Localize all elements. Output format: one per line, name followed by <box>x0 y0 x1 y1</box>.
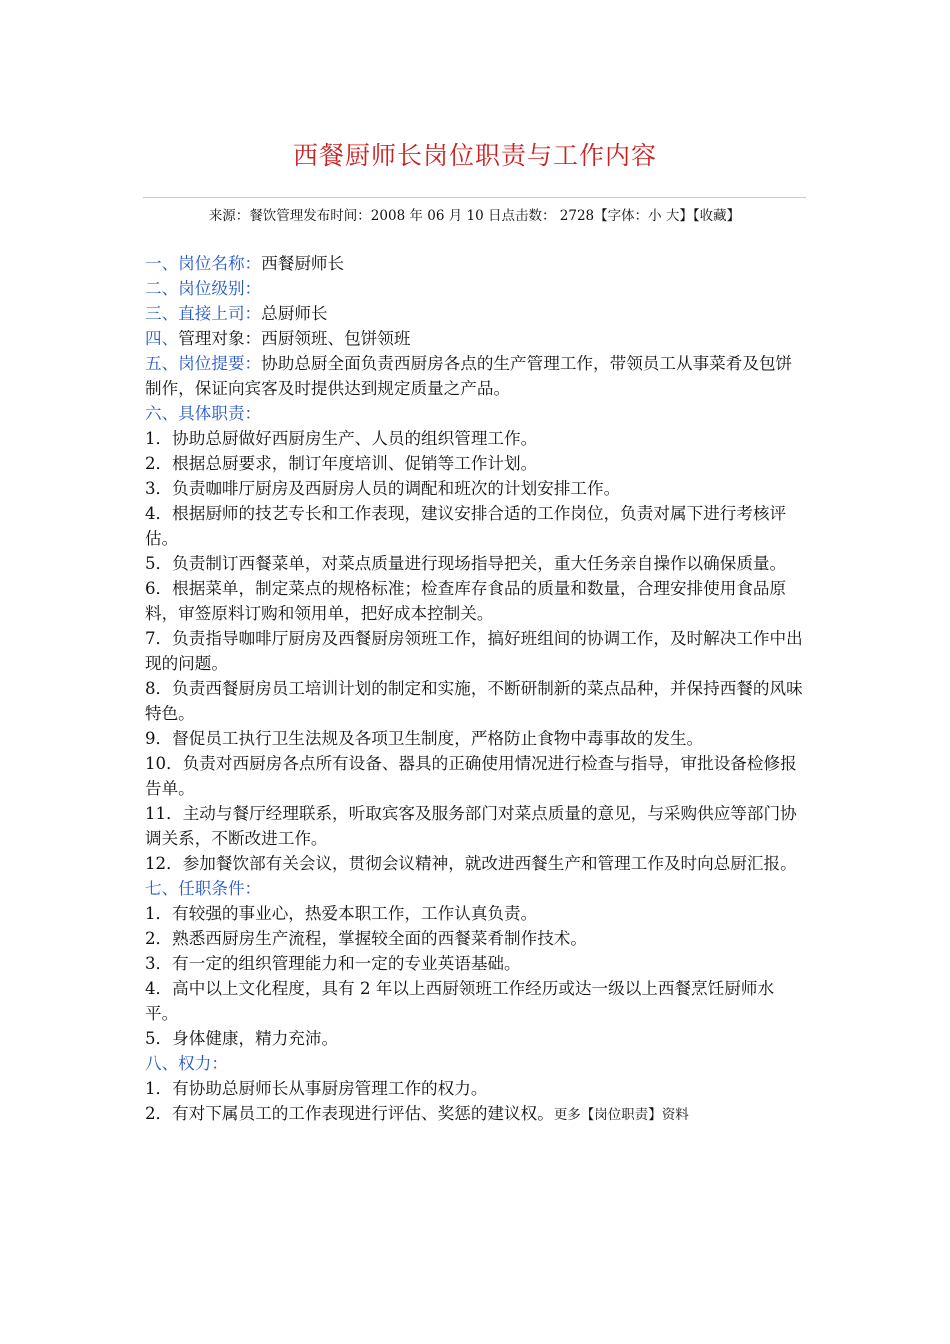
list-item: 3．有一定的组织管理能力和一定的专业英语基础。 <box>145 954 521 973</box>
list-item: 4．根据厨师的技艺专长和工作表现，建议安排合适的工作岗位，负责对属下进行考核评估。 <box>145 504 787 548</box>
list-item: 2．熟悉西厨房生产流程，掌握较全面的西餐菜肴制作技术。 <box>145 929 587 948</box>
section-label: 五、岗位提要： <box>145 354 262 373</box>
section-label: 一、岗位名称： <box>145 254 262 273</box>
section-authority-heading: 八、权力： <box>145 1054 228 1073</box>
section-label: 四、 <box>145 329 179 348</box>
list-item: 3．负责咖啡厅厨房及西厨房人员的调配和班次的计划安排工作。 <box>145 479 621 498</box>
section-value: 西厨领班、包饼领班 <box>261 329 411 348</box>
list-item: 5．负责制订西餐菜单，对菜点质量进行现场指导把关，重大任务亲自操作以确保质量。 <box>145 554 787 573</box>
list-item-text: 2．有对下属员工的工作表现进行评估、奖惩的建议权。 <box>145 1104 554 1123</box>
list-item: 6．根据菜单，制定菜点的规格标准；检查库存食品的质量和数量，合理安排使用食品原料，审签原料订购和领用单，把好成本控制关。 <box>145 579 787 623</box>
list-item: 1．有协助总厨师长从事厨房管理工作的权力。 <box>145 1079 488 1098</box>
section-subordinates <box>145 326 807 351</box>
list-item: 10．负责对西厨房各点所有设备、器具的正确使用情况进行检查与指导，审批设备检修报告单。 <box>145 754 797 798</box>
list-item: 4．高中以上文化程度，具有 2 年以上西厨领班工作经历或达一级以上西餐烹饪厨师水平。 <box>145 979 775 1023</box>
list-item-last <box>145 1101 807 1128</box>
section-value: 西餐厨师长 <box>261 254 345 273</box>
section-label: 二、岗位级别： <box>145 279 262 298</box>
section-qualifications-heading: 七、任职条件： <box>145 879 262 898</box>
section-post-name <box>145 251 807 276</box>
list-item: 8．负责西餐厨房员工培训计划的制定和实施，不断研制新的菜点品种，并保持西餐的风味特色。 <box>145 679 803 723</box>
section-label: 三、直接上司： <box>145 304 262 323</box>
list-item: 1．有较强的事业心，热爱本职工作，工作认真负责。 <box>145 904 538 923</box>
section-value: 协助总厨全面负责西厨房各点的生产管理工作，带领员工从事菜肴及包饼制作，保证向宾客及时提供达到规定质量之产品。 <box>145 354 793 398</box>
list-item: 7．负责指导咖啡厅厨房及西餐厨房领班工作，搞好班组间的协调工作，及时解决工作中出现的问题。 <box>145 629 803 673</box>
title-divider <box>143 197 806 198</box>
section-value: 总厨师长 <box>261 304 328 323</box>
list-item: 9．督促员工执行卫生法规及各项卫生制度，严格防止食物中毒事故的发生。 <box>145 729 704 748</box>
section-duties-heading: 六、具体职责： <box>145 404 262 423</box>
list-item: 11．主动与餐厅经理联系，听取宾客及服务部门对菜点质量的意见，与采购供应等部门协调关系，不断改进工作。 <box>145 804 797 848</box>
list-item: 12．参加餐饮部有关会议，贯彻会议精神，就改进西餐生产和管理工作及时向总厨汇报。 <box>145 854 797 873</box>
list-item: 5．身体健康，精力充沛。 <box>145 1029 339 1048</box>
section-post-level <box>145 276 807 301</box>
section-supervisor <box>145 301 807 326</box>
page-title: 西餐厨师长岗位职责与工作内容 <box>292 141 657 170</box>
section-summary <box>145 351 807 401</box>
article-body <box>145 251 807 1128</box>
article-meta: 来源：餐饮管理发布时间：2008 年 06 月 10 日点击数： 2728【字体：小 大】【收藏】 <box>208 208 741 224</box>
more-link[interactable]: 更多【岗位职责】资料 <box>553 1107 689 1123</box>
section-label: 管理对象： <box>178 329 262 348</box>
list-item: 1．协助总厨做好西厨房生产、人员的组织管理工作。 <box>145 429 538 448</box>
list-item: 2．根据总厨要求，制订年度培训、促销等工作计划。 <box>145 454 538 473</box>
